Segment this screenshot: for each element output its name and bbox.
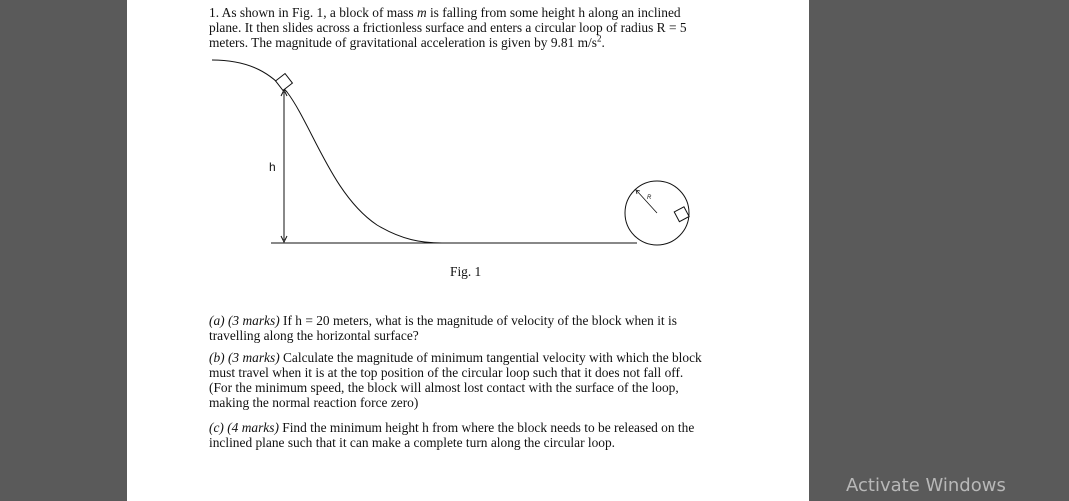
part-b-marks: (b) (3 marks)	[209, 350, 280, 365]
activate-windows-watermark: Activate Windows	[846, 475, 1006, 496]
figure-caption: Fig. 1	[450, 264, 482, 279]
part-b	[209, 350, 709, 410]
part-c-text: Find the minimum height h from where the block needs to be released on the inclined plane such that it can make a complete turn along the circular loop.	[209, 420, 695, 450]
question-text-a: As shown in Fig. 1, a block of mass	[221, 5, 417, 20]
document-page	[127, 0, 809, 501]
mass-variable: m	[416, 5, 427, 20]
part-b-text: Calculate the magnitude of minimum tangential velocity with which the block must travel when it is at the top position of the circular loop such that it does not fall off. (For the minimum speed, the block will almost lost contact with the surface of the loop, making the normal reaction force zero)	[209, 350, 702, 410]
radius-label: R	[647, 195, 652, 201]
figure-1-diagram	[127, 0, 809, 300]
part-a-marks: (a) (3 marks)	[209, 313, 280, 328]
height-label: h	[269, 160, 276, 174]
part-a-text: If h = 20 meters, what is the magnitude of velocity of the block when it is travelling along the horizontal surface?	[209, 313, 677, 343]
part-c-marks: (c) (4 marks)	[209, 420, 279, 435]
part-a	[209, 313, 709, 343]
exponent: 2	[596, 33, 602, 44]
question-text-b: is falling from some height h along an inclined plane. It then slides across a frictionless surface and enters a circular loop of radius R = 5 meters. The magnitude of gravitational acceleration is given by 9.81 m/s	[209, 5, 687, 50]
question-number: 1.	[209, 5, 220, 20]
question-text-end: .	[601, 35, 605, 50]
incline-curve	[212, 60, 442, 243]
part-c	[209, 420, 709, 450]
block-on-incline	[276, 74, 293, 91]
